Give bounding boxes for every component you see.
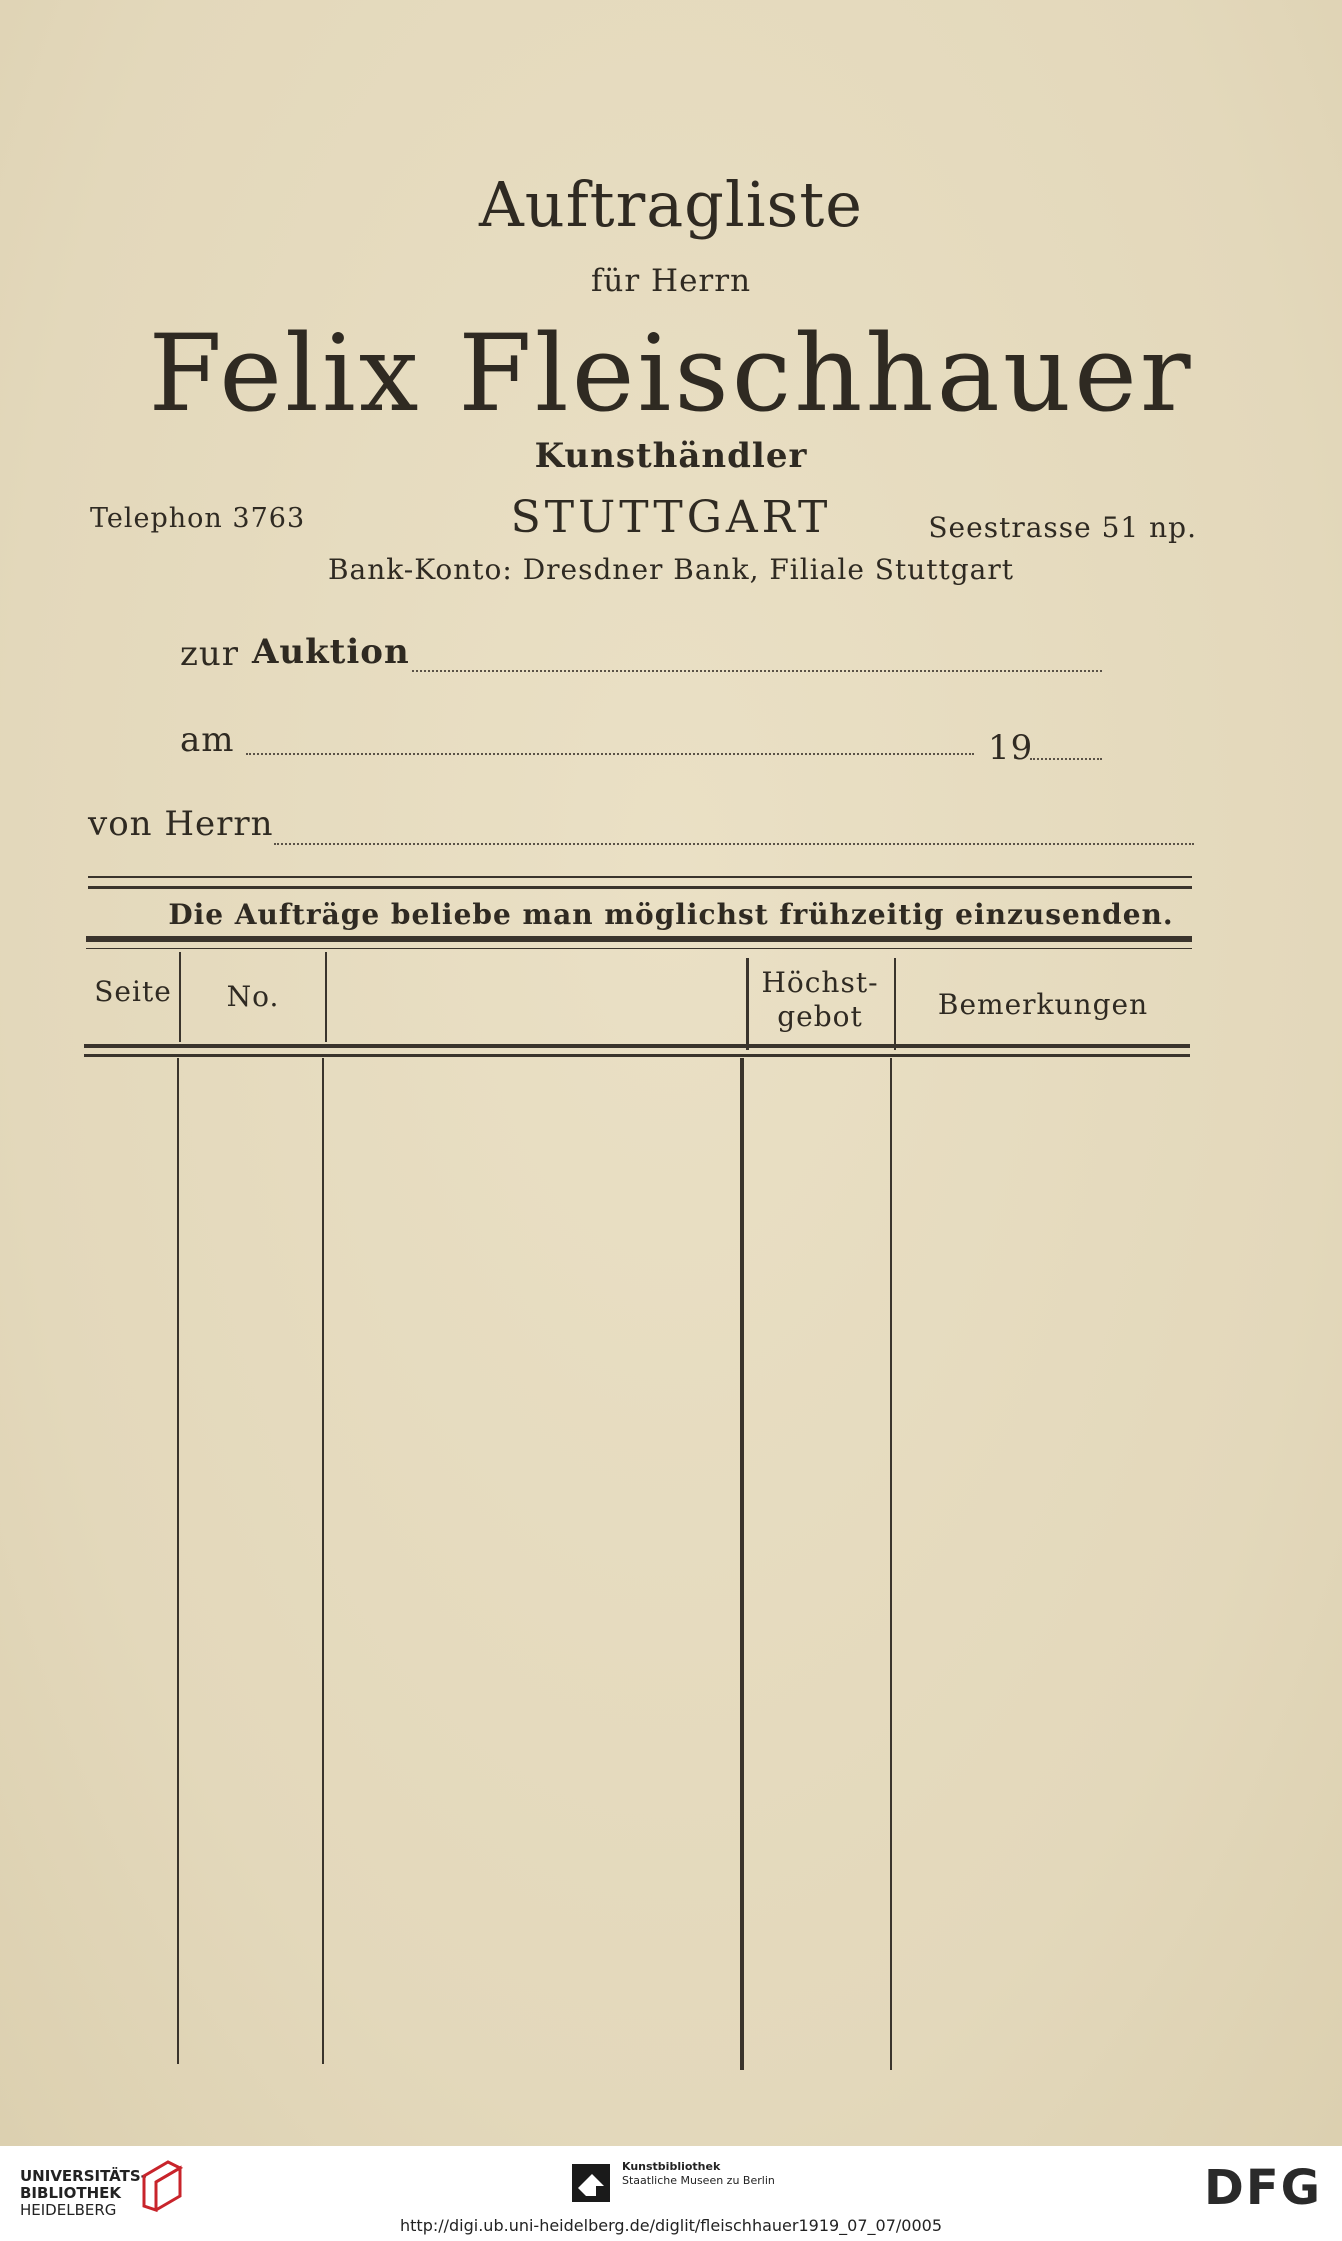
from-label: von Herrn: [88, 804, 274, 844]
header-bottom-rule: [84, 1044, 1190, 1048]
column-line-4: [890, 1058, 892, 2070]
bank-account: Bank-Konto: Dresdner Bank, Filiale Stuttgart: [327, 553, 1015, 586]
auction-prefix: zur: [180, 634, 240, 674]
top-rule-2: [88, 886, 1192, 889]
ub-line-2: BIBLIOTHEK: [20, 2184, 121, 2202]
year-prefix: 19: [988, 728, 1034, 768]
document-title: Auftragliste: [479, 168, 863, 241]
column-header-no: No.: [226, 980, 280, 1013]
auction-dotted-line: [412, 670, 1102, 672]
kunstbibliothek-text: [622, 2160, 775, 2188]
header-divider-4: [894, 958, 896, 1050]
street-address: Seestrasse 51 np.: [928, 511, 1197, 544]
header-divider-2: [325, 952, 327, 1042]
column-line-3: [740, 1058, 744, 2070]
column-line-1: [177, 1058, 179, 2064]
kunstbibliothek-subtitle: Staatliche Museen zu Berlin: [622, 2174, 775, 2187]
top-rule-1: [88, 876, 1192, 878]
from-dotted-line: [274, 843, 1194, 845]
year-dotted-line: [1030, 758, 1102, 760]
kunstbibliothek-logo-icon: [572, 2164, 610, 2202]
ub-line-3: HEIDELBERG: [20, 2201, 117, 2219]
notice-bottom-rule: [86, 936, 1192, 942]
notice-bottom-thin-rule: [86, 948, 1192, 949]
ub-heidelberg-logo: [20, 2168, 147, 2219]
kunstbibliothek-title: Kunstbibliothek: [622, 2160, 721, 2173]
dfg-logo: DFG: [1203, 2160, 1322, 2216]
header-divider-1: [179, 952, 181, 1042]
footer-bar: [0, 2146, 1342, 2241]
date-dotted-line: [246, 753, 974, 755]
telephone-number: Telephon 3763: [90, 503, 306, 534]
column-header-seite: Seite: [94, 975, 172, 1008]
header-bottom-rule-2: [84, 1054, 1190, 1057]
ub-emblem-icon: [138, 2156, 186, 2214]
dealer-profession: Kunsthändler: [534, 436, 808, 476]
date-label: am: [180, 720, 235, 760]
document-subtitle: für Herrn: [590, 263, 752, 299]
dealer-name: Felix Fleischhauer: [148, 312, 1194, 435]
city-name: STUTTGART: [510, 492, 832, 543]
auction-label: Auktion: [252, 632, 410, 672]
header-divider-3: [746, 958, 749, 1050]
column-line-2: [322, 1058, 324, 2064]
notice-text: Die Aufträge beliebe man möglichst frühzeitig einzusenden.: [168, 898, 1174, 931]
ub-line-1: UNIVERSITÄTS-: [20, 2167, 147, 2185]
column-header-bemerkungen: Bemerkungen: [937, 988, 1149, 1021]
column-header-hoechstgebot: Höchst- gebot: [761, 966, 879, 1033]
source-url[interactable]: http://digi.ub.uni-heidelberg.de/diglit/fleischhauer1919_07_07/0005: [400, 2216, 942, 2235]
